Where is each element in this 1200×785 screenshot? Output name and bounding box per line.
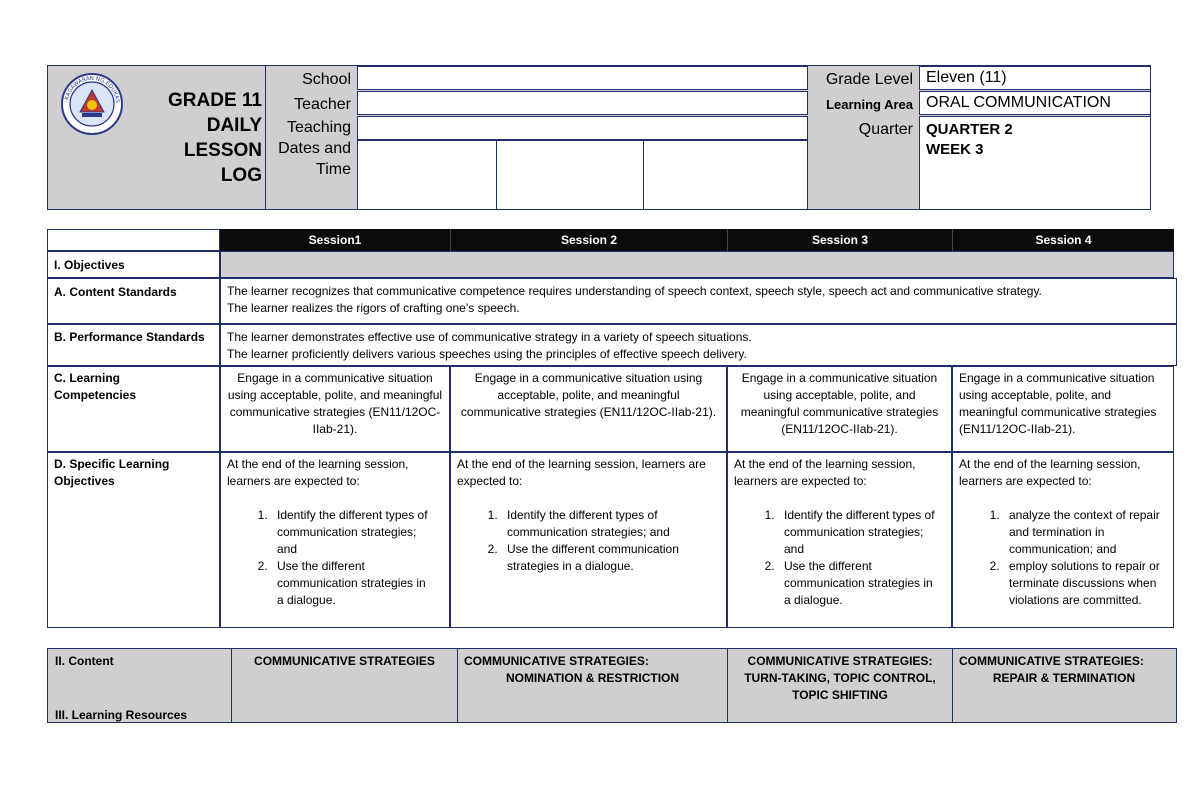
- content-standards-label: A. Content Standards: [47, 278, 220, 324]
- objective-item: 1. Identify the different types of communication strategies; and: [501, 507, 690, 541]
- competency-session-1: Engage in a communicative situation using acceptable, polite, and meaningful communicative strategies (EN11/12OC-IIab-21).: [220, 366, 450, 452]
- dates-slot-3[interactable]: [643, 140, 808, 210]
- session-header-3: Session 3: [727, 229, 952, 251]
- objective-item: 2. employ solutions to repair or terminate discussions when violations are committed.: [1003, 558, 1163, 609]
- log-title: GRADE 11 DAILY LESSON LOG: [168, 90, 262, 186]
- learning-area-value: ORAL COMMUNICATION: [919, 91, 1151, 115]
- learning-competencies-label: C. Learning Competencies: [47, 366, 220, 452]
- content-session-2: COMMUNICATIVE STRATEGIES: NOMINATION & RESTRICTION: [464, 654, 680, 685]
- dates-label: Teaching Dates and Time: [278, 119, 351, 178]
- objectives-list-4: [959, 507, 1167, 609]
- session-header-1: Session1: [220, 229, 450, 251]
- content-session-1: COMMUNICATIVE STRATEGIES: [254, 654, 435, 668]
- content-label: II. Content: [55, 654, 114, 668]
- objectives-session-1: At the end of the learning session, learners are expected to: 1. Identify the different types of communication strategies; and 2. Use the different communication strategies in a dialogue.: [220, 452, 450, 628]
- objective-item: 2. Use the different communication strategies in a dialogue.: [778, 558, 941, 609]
- objectives-session-4: At the end of the learning session, learners are expected to: 1. analyze the context of repair and termination in communication; and 2. employ solutions to repair or terminate discussions when violations are committed.: [952, 452, 1174, 628]
- teacher-field[interactable]: [357, 91, 808, 115]
- dates-slot-2[interactable]: [496, 140, 644, 210]
- session-header-2: Session 2: [450, 229, 727, 251]
- header-divider: [265, 65, 266, 210]
- competency-session-2: Engage in a communicative situation using acceptable, polite, and meaningful communicative strategies (EN11/12OC-IIab-21).: [450, 366, 727, 452]
- specific-objectives-label: D. Specific Learning Objectives: [47, 452, 220, 628]
- objectives-session-3: At the end of the learning session, learners are expected to: 1. Identify the different types of communication strategies; and 2. Use the different communication strategies in a dialogue.: [727, 452, 952, 628]
- competency-session-4: Engage in a communicative situation using acceptable, polite, and meaningful communicative strategies (EN11/12OC-IIab-21).: [952, 366, 1174, 452]
- content-session-4: COMMUNICATIVE STRATEGIES: REPAIR & TERMINATION: [959, 654, 1144, 685]
- school-label: School: [302, 71, 351, 88]
- seal-text: KAGAWARAN NG EDUKAS: [64, 75, 121, 104]
- competency-session-3: Engage in a communicative situation using acceptable, polite, and meaningful communicative strategies (EN11/12OC-IIab-21).: [727, 366, 952, 452]
- learning-area-label: Learning Area: [826, 97, 913, 112]
- dates-field[interactable]: [357, 116, 808, 140]
- content-session-3: COMMUNICATIVE STRATEGIES: TURN-TAKING, TOPIC CONTROL, TOPIC SHIFTING: [744, 654, 936, 702]
- objective-item: 2. Use the different communication strategies in a dialogue.: [271, 558, 435, 609]
- performance-standards-text: The learner demonstrates effective use of communicative strategy in a variety of speech situations. The learner proficiently delivers various speeches using the principles of effective speech delivery.: [220, 324, 1177, 366]
- quarter-label: Quarter: [858, 121, 913, 138]
- school-field[interactable]: [357, 66, 808, 90]
- teacher-label: Teacher: [294, 96, 351, 113]
- learning-resources-label: III. Learning Resources: [55, 708, 188, 722]
- content-standards-text: The learner recognizes that communicative competence requires understanding of speech context, speech style, speech act and communicative strategy. The learner realizes the rigors of crafting one’s speech.: [220, 278, 1177, 324]
- objective-item: 1. analyze the context of repair and termination in communication; and: [1003, 507, 1163, 558]
- deped-seal-icon: [60, 72, 124, 136]
- objective-item: 2. Use the different communication strategies in a dialogue.: [501, 541, 690, 575]
- objectives-list-2: [457, 507, 720, 575]
- performance-standards-label: B. Performance Standards: [47, 324, 220, 366]
- quarter-value: QUARTER 2 WEEK 3: [919, 116, 1151, 210]
- objectives-band: [220, 251, 1174, 278]
- objectives-session-2: At the end of the learning session, learners are expected to: 1. Identify the different types of communication strategies; and 2. Use the different communication strategies in a dialogue.: [450, 452, 727, 628]
- grade-level-label: Grade Level: [825, 71, 913, 88]
- objective-item: 1. Identify the different types of communication strategies; and: [271, 507, 435, 558]
- objectives-list-3: [734, 507, 945, 609]
- dates-slot-1[interactable]: [357, 140, 497, 210]
- session-header-4: Session 4: [952, 229, 1174, 251]
- objectives-list-1: [227, 507, 443, 609]
- objectives-label: I. Objectives: [47, 251, 220, 278]
- grade-level-value: Eleven (11): [919, 66, 1151, 90]
- session-header-blank: [47, 229, 220, 251]
- objective-item: 1. Identify the different types of communication strategies; and: [778, 507, 941, 558]
